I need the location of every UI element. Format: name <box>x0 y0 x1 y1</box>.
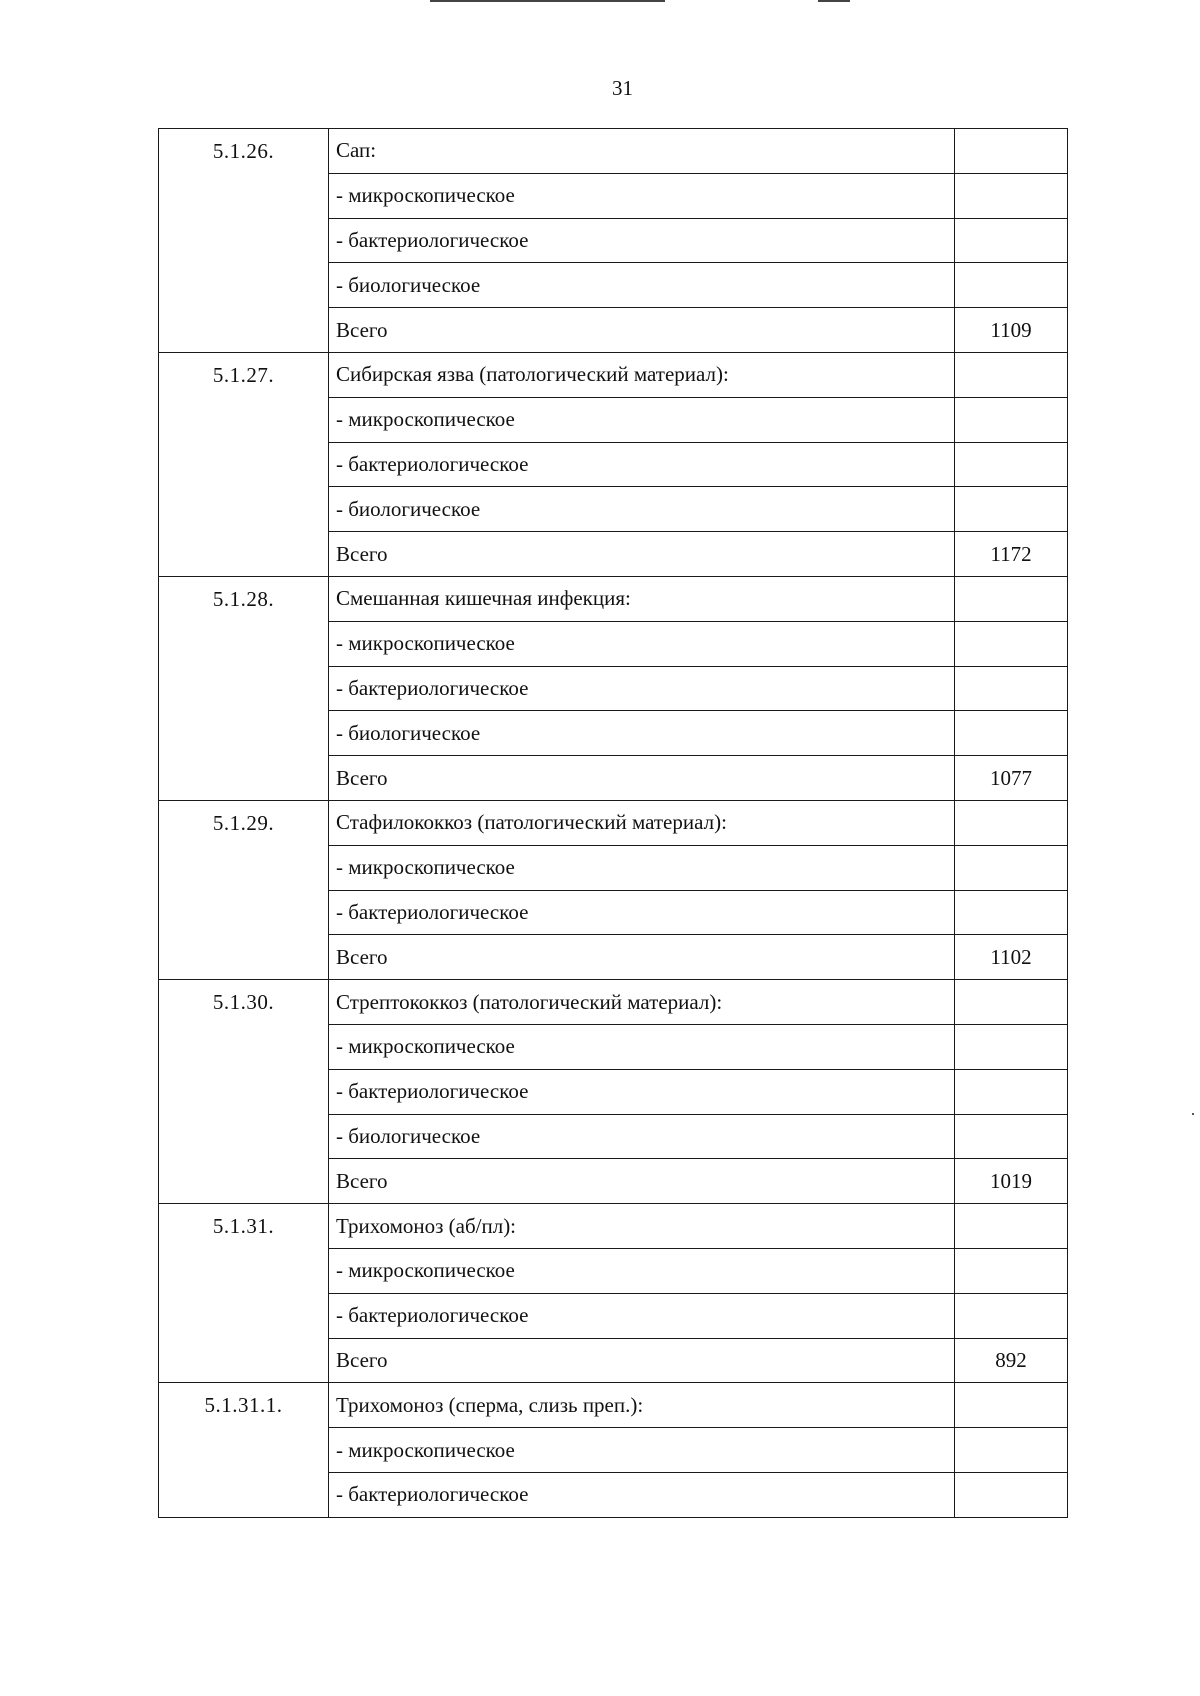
section-code: 5.1.27. <box>159 352 329 576</box>
scan-artifact-line <box>430 0 665 2</box>
services-table <box>158 128 1068 1518</box>
value-cell <box>955 666 1068 711</box>
method-name: - биологическое <box>329 263 955 308</box>
section-title: Трихомоноз (сперма, слизь преп.): <box>329 1383 955 1428</box>
total-label: Всего <box>329 1159 955 1204</box>
section-code: 5.1.29. <box>159 800 329 979</box>
value-cell <box>955 1114 1068 1159</box>
value-cell <box>955 1204 1068 1249</box>
method-name: - микроскопическое <box>329 173 955 218</box>
method-name: - микроскопическое <box>329 845 955 890</box>
services-table-body <box>159 129 1068 1518</box>
value-cell <box>955 442 1068 487</box>
value-cell <box>955 352 1068 397</box>
value-cell <box>955 1383 1068 1428</box>
total-value: 1077 <box>955 756 1068 801</box>
value-cell <box>955 800 1068 845</box>
value-cell <box>955 711 1068 756</box>
method-name: - микроскопическое <box>329 1248 955 1293</box>
table-row <box>159 576 1068 621</box>
value-cell <box>955 845 1068 890</box>
value-cell <box>955 576 1068 621</box>
total-value: 1172 <box>955 532 1068 577</box>
value-cell <box>955 129 1068 174</box>
method-name: - микроскопическое <box>329 621 955 666</box>
section-code: 5.1.31.1. <box>159 1383 329 1517</box>
method-name: - бактериологическое <box>329 666 955 711</box>
method-name: - бактериологическое <box>329 1472 955 1517</box>
total-label: Всего <box>329 532 955 577</box>
method-name: - бактериологическое <box>329 442 955 487</box>
value-cell <box>955 1472 1068 1517</box>
value-cell <box>955 1428 1068 1473</box>
section-title: Сап: <box>329 129 955 174</box>
table-row <box>159 1204 1068 1249</box>
method-name: - микроскопическое <box>329 397 955 442</box>
method-name: - бактериологическое <box>329 218 955 263</box>
value-cell <box>955 890 1068 935</box>
value-cell <box>955 980 1068 1025</box>
section-code: 5.1.31. <box>159 1204 329 1383</box>
section-title: Стафилококкоз (патологический материал): <box>329 800 955 845</box>
section-code: 5.1.30. <box>159 980 329 1204</box>
value-cell <box>955 173 1068 218</box>
value-cell <box>955 621 1068 666</box>
method-name: - микроскопическое <box>329 1428 955 1473</box>
scan-artifact-line <box>818 0 850 2</box>
total-label: Всего <box>329 935 955 980</box>
method-name: - бактериологическое <box>329 1293 955 1338</box>
table-row <box>159 800 1068 845</box>
section-title: Трихомоноз (аб/пл): <box>329 1204 955 1249</box>
scan-artifact-dot <box>1192 1113 1194 1115</box>
method-name: - микроскопическое <box>329 1024 955 1069</box>
table-row <box>159 1383 1068 1428</box>
value-cell <box>955 1024 1068 1069</box>
page-number: 31 <box>612 76 633 100</box>
value-cell <box>955 487 1068 532</box>
method-name: - биологическое <box>329 1114 955 1159</box>
method-name: - биологическое <box>329 487 955 532</box>
total-value: 1102 <box>955 935 1068 980</box>
value-cell <box>955 218 1068 263</box>
value-cell <box>955 1069 1068 1114</box>
section-code: 5.1.26. <box>159 129 329 353</box>
section-title: Смешанная кишечная инфекция: <box>329 576 955 621</box>
method-name: - бактериологическое <box>329 890 955 935</box>
table-row <box>159 980 1068 1025</box>
total-value: 1019 <box>955 1159 1068 1204</box>
value-cell <box>955 1248 1068 1293</box>
total-label: Всего <box>329 1338 955 1383</box>
total-value: 892 <box>955 1338 1068 1383</box>
table-row <box>159 129 1068 174</box>
section-title: Сибирская язва (патологический материал): <box>329 352 955 397</box>
section-title: Стрептококкоз (патологический материал): <box>329 980 955 1025</box>
total-value: 1109 <box>955 308 1068 353</box>
value-cell <box>955 1293 1068 1338</box>
value-cell <box>955 263 1068 308</box>
table-row <box>159 352 1068 397</box>
method-name: - бактериологическое <box>329 1069 955 1114</box>
value-cell <box>955 397 1068 442</box>
total-label: Всего <box>329 308 955 353</box>
total-label: Всего <box>329 756 955 801</box>
method-name: - биологическое <box>329 711 955 756</box>
section-code: 5.1.28. <box>159 576 329 800</box>
